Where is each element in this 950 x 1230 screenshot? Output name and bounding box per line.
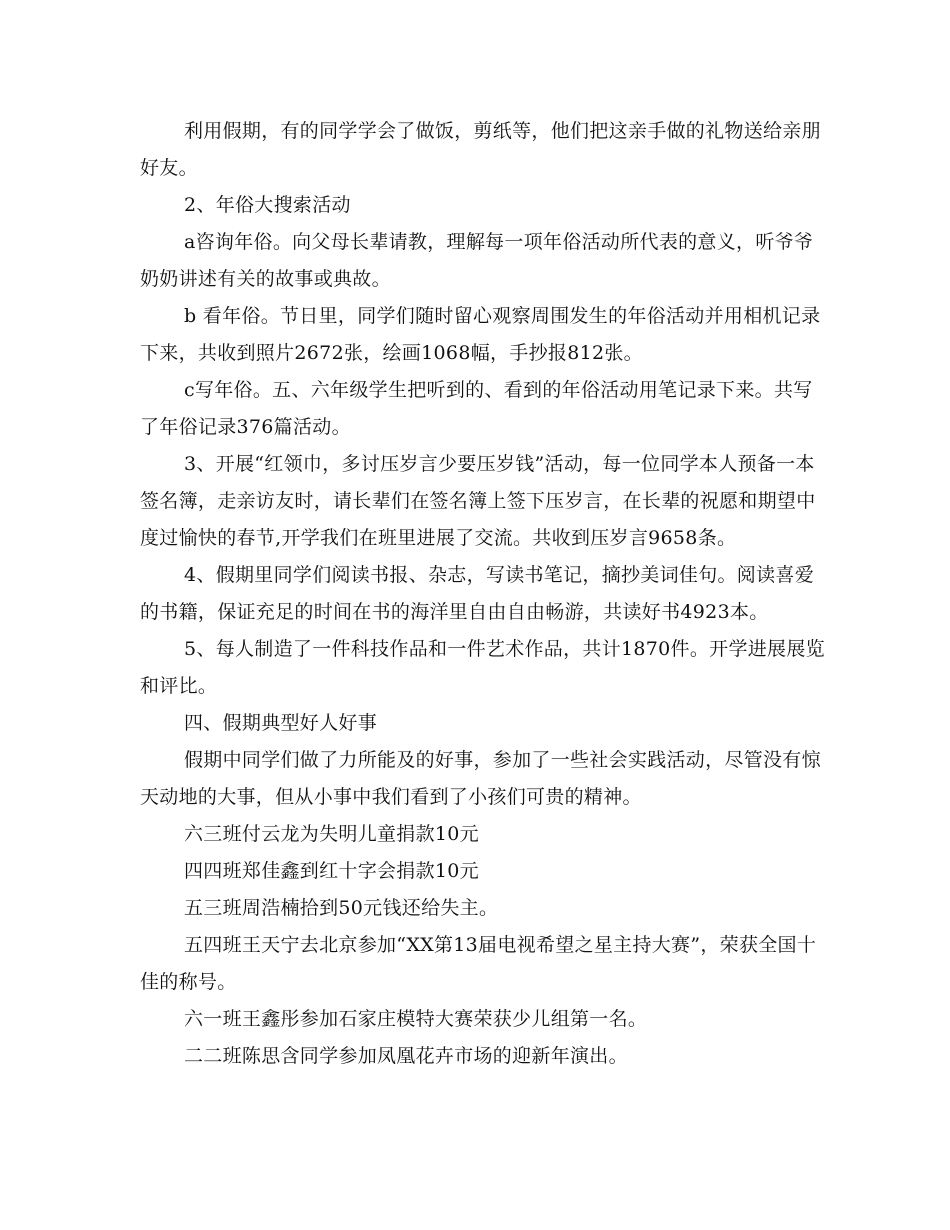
list-item-good-deed: 五四班王天宁去北京参加“XX第13届电视希望之星主持大赛”，荣获全国十佳的称号。 — [140, 934, 817, 993]
paragraph-red-scarf-activity: 3、开展“红领巾，多讨压岁言少要压岁钱”活动，每一位同学本人预备一本签名簿，走亲访友时，请长辈们在签名簿上签下压岁言，在长辈的祝愿和期望中度过愉快的春节,开学我们在班里进展了交流。共收到压岁言9658条。 — [140, 453, 816, 549]
paragraph-observe-customs: b 看年俗。节日里，同学们随时留心观察周围发生的年俗活动并用相机记录下来，共收到照片2672张，绘画1068幅，手抄报812张。 — [140, 305, 821, 364]
paragraph-good-deeds-intro: 假期中同学们做了力所能及的好事，参加了一些社会实践活动，尽管没有惊天动地的大事，但从小事中我们看到了小孩们可贵的精神。 — [140, 749, 821, 808]
list-item-good-deed: 五三班周浩楠拾到50元钱还给失主。 — [184, 897, 499, 919]
document-body — [140, 113, 830, 1075]
list-item-good-deed: 六一班王鑫彤参加石家庄模特大赛荣获少儿组第一名。 — [184, 1008, 648, 1030]
list-item-good-deed: 四四班郑佳鑫到红十字会捐款10元 — [184, 860, 479, 882]
heading-good-deeds: 四、假期典型好人好事 — [184, 712, 378, 734]
paragraph-write-customs: c写年俗。五、六年级学生把听到的、看到的年俗活动用笔记录下来。共写了年俗记录376篇活动。 — [140, 379, 813, 438]
paragraph-ask-customs: a咨询年俗。向父母长辈请教，理解每一项年俗活动所代表的意义，听爷爷奶奶讲述有关的故事或典故。 — [140, 231, 814, 290]
list-item-good-deed: 六三班付云龙为失明儿童捐款10元 — [184, 823, 479, 845]
list-item-good-deed: 二二班陈思含同学参加凤凰花卉市场的迎新年演出。 — [184, 1045, 628, 1067]
paragraph-reading: 4、假期里同学们阅读书报、杂志，写读书笔记，摘抄美词佳句。阅读喜爱的书籍，保证充足的时间在书的海洋里自由自由畅游，共读好书4923本。 — [140, 564, 814, 623]
paragraph-works: 5、每人制造了一件科技作品和一件艺术作品，共计1870件。开学进展展览和评比。 — [140, 638, 825, 697]
heading-new-year-customs-search: 2、年俗大搜索活动 — [184, 194, 351, 216]
paragraph-gift-making: 利用假期，有的同学学会了做饭，剪纸等，他们把这亲手做的礼物送给亲朋好友。 — [140, 120, 821, 179]
